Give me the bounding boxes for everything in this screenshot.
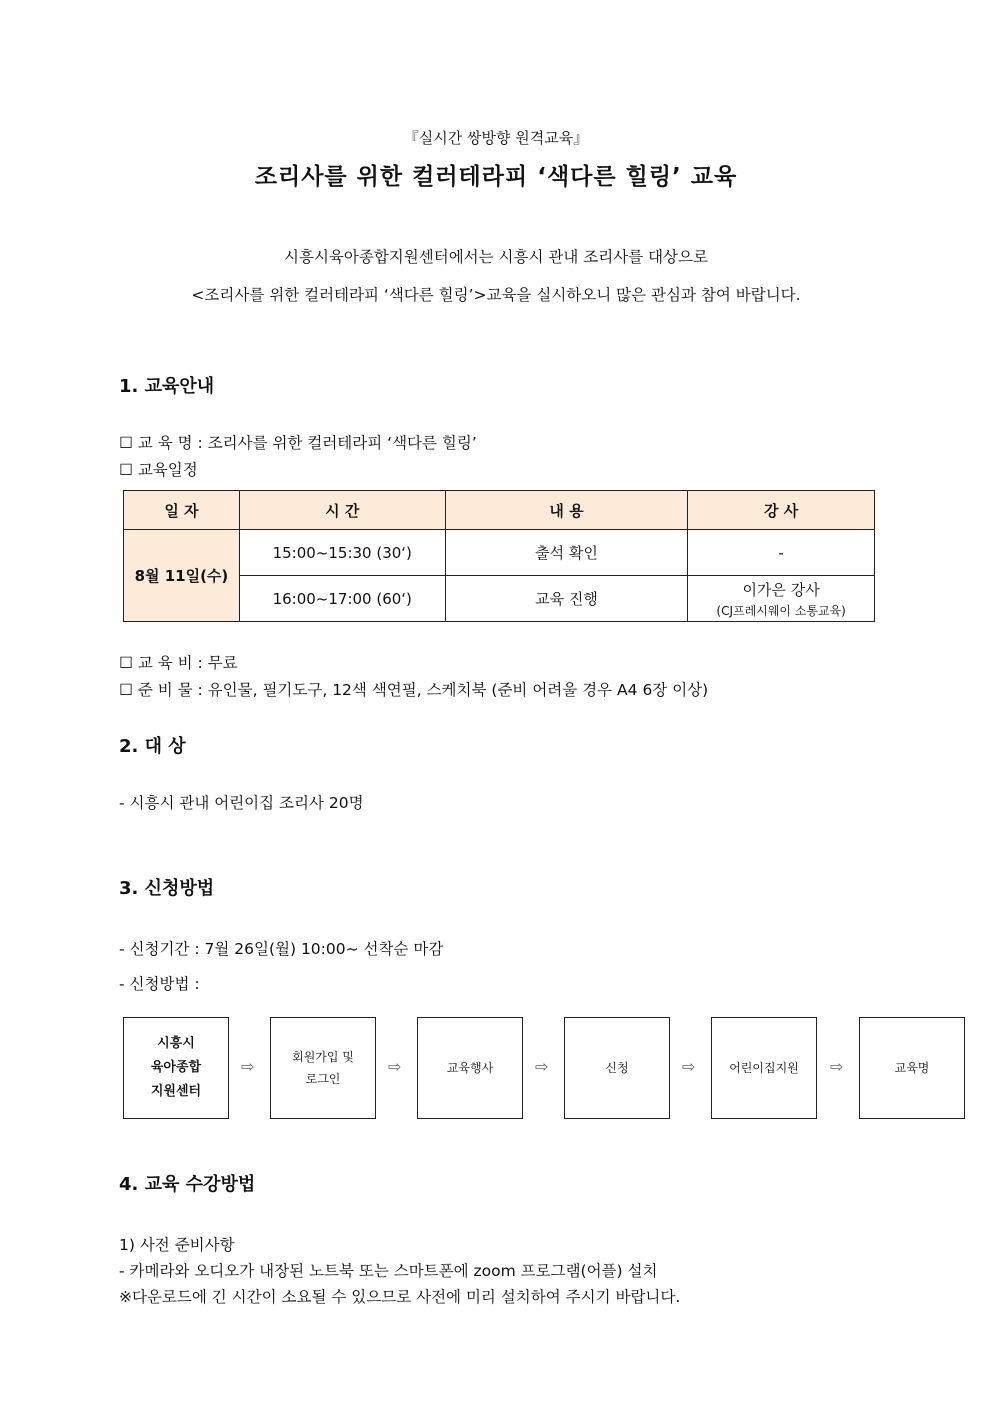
arrow-right-icon: ⇨ [241, 1057, 255, 1076]
table-header-row [124, 491, 875, 530]
header-instructor: 강 사 [688, 491, 875, 530]
document-subtitle: 『실시간 쌍방향 원격교육』 [403, 129, 589, 147]
arrow-right-icon: ⇨ [535, 1057, 549, 1076]
flow-step-course-name [859, 1017, 965, 1119]
arrow-right-icon: ⇨ [682, 1057, 696, 1076]
section-3-heading: 3. 신청방법 [119, 878, 215, 899]
flow-step-text: 어린이집지원 [729, 1061, 799, 1075]
content-cell: 출석 확인 [445, 530, 688, 576]
flow-step-text: 지원센터 [150, 1084, 202, 1099]
flow-step-text: 신청 [605, 1061, 629, 1075]
flow-step-center [123, 1017, 229, 1119]
application-method-line: - 신청방법 : [119, 975, 200, 993]
flow-step-text: 교육명 [894, 1061, 930, 1075]
prep-title: 1) 사전 준비사항 [119, 1236, 235, 1254]
section-1-heading: 1. 교육안내 [119, 376, 215, 397]
time-cell: 16:00~17:00 (60‘) [239, 576, 445, 622]
time-cell: 15:00~15:30 (30‘) [239, 530, 445, 576]
schedule-table [123, 490, 875, 622]
flow-step-apply [564, 1017, 670, 1119]
content-cell: 교육 진행 [445, 576, 688, 622]
instructor-cell: - [688, 530, 875, 576]
flow-step-text: 로그인 [305, 1072, 341, 1086]
arrow-right-icon: ⇨ [388, 1057, 402, 1076]
target-line: - 시흥시 관내 어린이집 조리사 20명 [119, 794, 364, 812]
instructor-name: 이가은 강사 [742, 580, 820, 599]
section-2-heading: 2. 대 상 [119, 736, 186, 757]
flow-step-text: 시흥시 [157, 1036, 195, 1051]
flow-step-text: 육아종합 [150, 1060, 202, 1075]
flow-step-login [270, 1017, 376, 1119]
table-row [124, 530, 875, 576]
flow-step-events [417, 1017, 523, 1119]
course-name-line: ☐ 교 육 명 : 조리사를 위한 컬러테라피 ‘색다른 힐링’ [119, 434, 477, 452]
prep-line: - 카메라와 오디오가 내장된 노트북 또는 스마트폰에 zoom 프로그램(어플) 설치 [119, 1262, 658, 1280]
materials-line: ☐ 준 비 물 : 유인물, 필기도구, 12색 색연필, 스케치북 (준비 어려울 경우 A4 6장 이상) [119, 681, 709, 699]
arrow-right-icon: ⇨ [830, 1057, 844, 1076]
date-cell: 8월 11일(수) [124, 530, 240, 622]
flow-step-text: 교육행사 [446, 1061, 494, 1075]
application-period-line: - 신청기간 : 7월 26일(월) 10:00~ 선착순 마감 [119, 940, 444, 958]
fee-line: ☐ 교 육 비 : 무료 [119, 654, 238, 672]
flow-step-daycare-support [711, 1017, 817, 1119]
document-title: 조리사를 위한 컬러테라피 ‘색다른 힐링’ 교육 [254, 164, 738, 190]
intro-line-1: 시흥시육아종합지원센터에서는 시흥시 관내 조리사를 대상으로 [284, 248, 708, 266]
header-time: 시 간 [239, 491, 445, 530]
header-date: 일 자 [124, 491, 240, 530]
download-note: ※다운로드에 긴 시간이 소요될 수 있으므로 사전에 미리 설치하여 주시기 바랍니다. [119, 1288, 681, 1306]
schedule-label: ☐ 교육일정 [119, 461, 198, 479]
instructor-affiliation: (CJ프레시웨이 소통교육) [716, 603, 846, 618]
flow-step-text: 회원가입 및 [292, 1050, 354, 1064]
section-4-heading: 4. 교육 수강방법 [119, 1174, 256, 1195]
instructor-cell [688, 576, 875, 622]
intro-line-2: <조리사를 위한 컬러테라피 ‘색다른 힐링’>교육을 실시하오니 많은 관심과 참여 바랍니다. [191, 286, 801, 304]
header-content: 내 용 [445, 491, 688, 530]
